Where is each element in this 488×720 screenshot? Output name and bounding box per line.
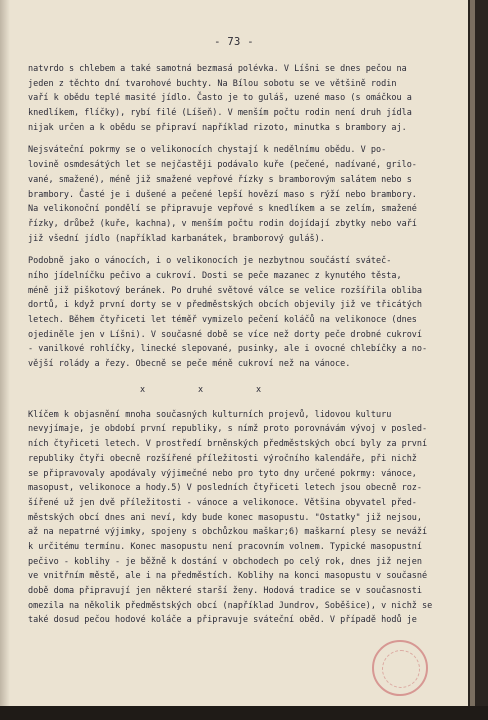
- text-line: lovině osmdesátých let se nejčastěji podávalo kuře (pečené, nadívané, grilo-: [28, 160, 417, 171]
- text-line: řízky, drůbež (kuře, kachna), v menším počtu rodin dojídají zbytky nebo vaří: [28, 218, 417, 229]
- text-line: letech. Během čtyřiceti let téměř vymizelo pečení koláčů na velikonoce (dnes: [28, 315, 417, 325]
- text-line: omezila na několik předměstských obcí (například Jundrov, Soběšice), v nichž se: [28, 600, 433, 611]
- text-line: masopust, velikonoce a hody.5) V posledních čtyřiceti letech jsou obecně roz-: [28, 483, 423, 494]
- separator-mark: x: [256, 384, 262, 395]
- text-line: ve vnitřním městě, ale i na předměstích. Koblihy na konci masopustu v současné: [28, 571, 428, 582]
- text-line: jeden z těchto dní tvarohové buchty. Na Bílou sobotu se ve většině rodin: [28, 78, 397, 89]
- book-edge: [468, 0, 488, 720]
- body-text: [28, 62, 452, 628]
- paragraph-2: [28, 143, 452, 246]
- text-line: vaří k obědu teplé masité jídlo. Často je to guláš, uzené maso (s omáčkou a: [28, 93, 412, 104]
- text-line: Klíčem k objasnění mnoha současných kulturních projevů, lidovou kulturu: [28, 409, 392, 420]
- separator-mark: x: [140, 384, 146, 395]
- text-line: Na velikonoční pondělí se připravuje vepřové s knedlíkem a se zelím, smažené: [28, 204, 417, 215]
- text-line: nevyjímaje, je období první republiky, s nímž proto porovnávám vývoj v posled-: [28, 424, 428, 435]
- text-line: šířené už jen dvě příležitosti - vánoce a velikonoce. Většina obyvatel před-: [28, 497, 417, 508]
- text-line: ních čtyřiceti letech. V prostředí brněnských předměstských obcí byly za první: [28, 439, 428, 450]
- text-line: ojediněle jen v Líšni). V současné době se více než dorty peče drobné cukroví: [28, 329, 423, 340]
- paragraph-1: [28, 62, 452, 135]
- text-line: natvrdo s chlebem a také samotná bezmasá polévka. V Líšni se dnes pečou na: [28, 64, 407, 74]
- text-line: ního jídelníčku pečivo a cukroví. Dosti se peče mazanec z kynutého těsta,: [28, 270, 402, 281]
- text-line: republiky čtyři obecně rozšířené příležitosti výročního kalendáře, při nichž: [28, 453, 417, 464]
- page-number: - 73 -: [214, 36, 254, 48]
- text-line: k určitému termínu. Konec masopustu není pracovním volnem. Typické masopustní: [28, 541, 423, 552]
- text-line: již všední jídlo (například karbanátek, bramborový guláš).: [28, 233, 325, 244]
- text-line: době doma připravují jen některé starší ženy. Hodová tradice se v současnosti: [28, 586, 423, 596]
- text-line: méně již piškotový beránek. Po druhé světové válce se velice rozšířila obliba: [28, 285, 423, 296]
- text-line: brambory. Časté je i dušené a pečené lepší hovězí maso s rýží nebo brambory.: [28, 189, 417, 200]
- text-line: knedlíkem, flíčky), rybí filé (Líšeň). V menším počtu rodin není druh jídla: [28, 108, 412, 119]
- text-line: městských obcí dnes ani neví, kdy bude konec masopustu. "Ostatky" již nejsou,: [28, 512, 423, 523]
- scan-border: [0, 706, 488, 720]
- text-line: Nejsváteční pokrmy se o velikonocích chystají k nedělnímu obědu. V po-: [28, 145, 387, 156]
- text-line: dortů, i když první dorty se v předměstských obcích objevily již ve třicátých: [28, 300, 423, 311]
- text-line: vané, smažené), méně již smažené vepřové řízky s bramborovým salátem nebo s: [28, 174, 412, 185]
- text-line: vější rolády a řezy. Obecně se peče méně cukroví než na vánoce.: [28, 359, 351, 370]
- text-line: nijak určen a k obědu se připraví například rizoto, minutka s brambory aj.: [28, 122, 407, 133]
- text-line: Podobně jako o vánocích, i o velikonocích je nezbytnou součástí sváteč-: [28, 256, 392, 267]
- binding-shadow: [0, 0, 10, 706]
- library-stamp: [372, 640, 428, 696]
- section-separator: [28, 380, 452, 400]
- paragraph-3: [28, 254, 452, 372]
- text-line: až na nepatrné výjimky, spojeny s obchůzkou maškar;6) maškarní plesy se neváží: [28, 527, 428, 538]
- separator-mark: x: [198, 384, 204, 395]
- text-line: se připravovaly apodávaly výjimečné nebo pro tyto dny určené pokrmy: vánoce,: [28, 468, 417, 479]
- paragraph-4: [28, 408, 452, 628]
- text-line: také dosud pečou hodové koláče a připravuje sváteční oběd. V případě hodů je: [28, 615, 417, 626]
- text-line: pečivo - koblihy - je běžně k dostání v obchodech po celý rok, dnes již nejen: [28, 556, 423, 567]
- text-line: - vanilkové rohlíčky, linecké slepované, pusinky, ale i ovocné chlebíčky a no-: [28, 344, 428, 355]
